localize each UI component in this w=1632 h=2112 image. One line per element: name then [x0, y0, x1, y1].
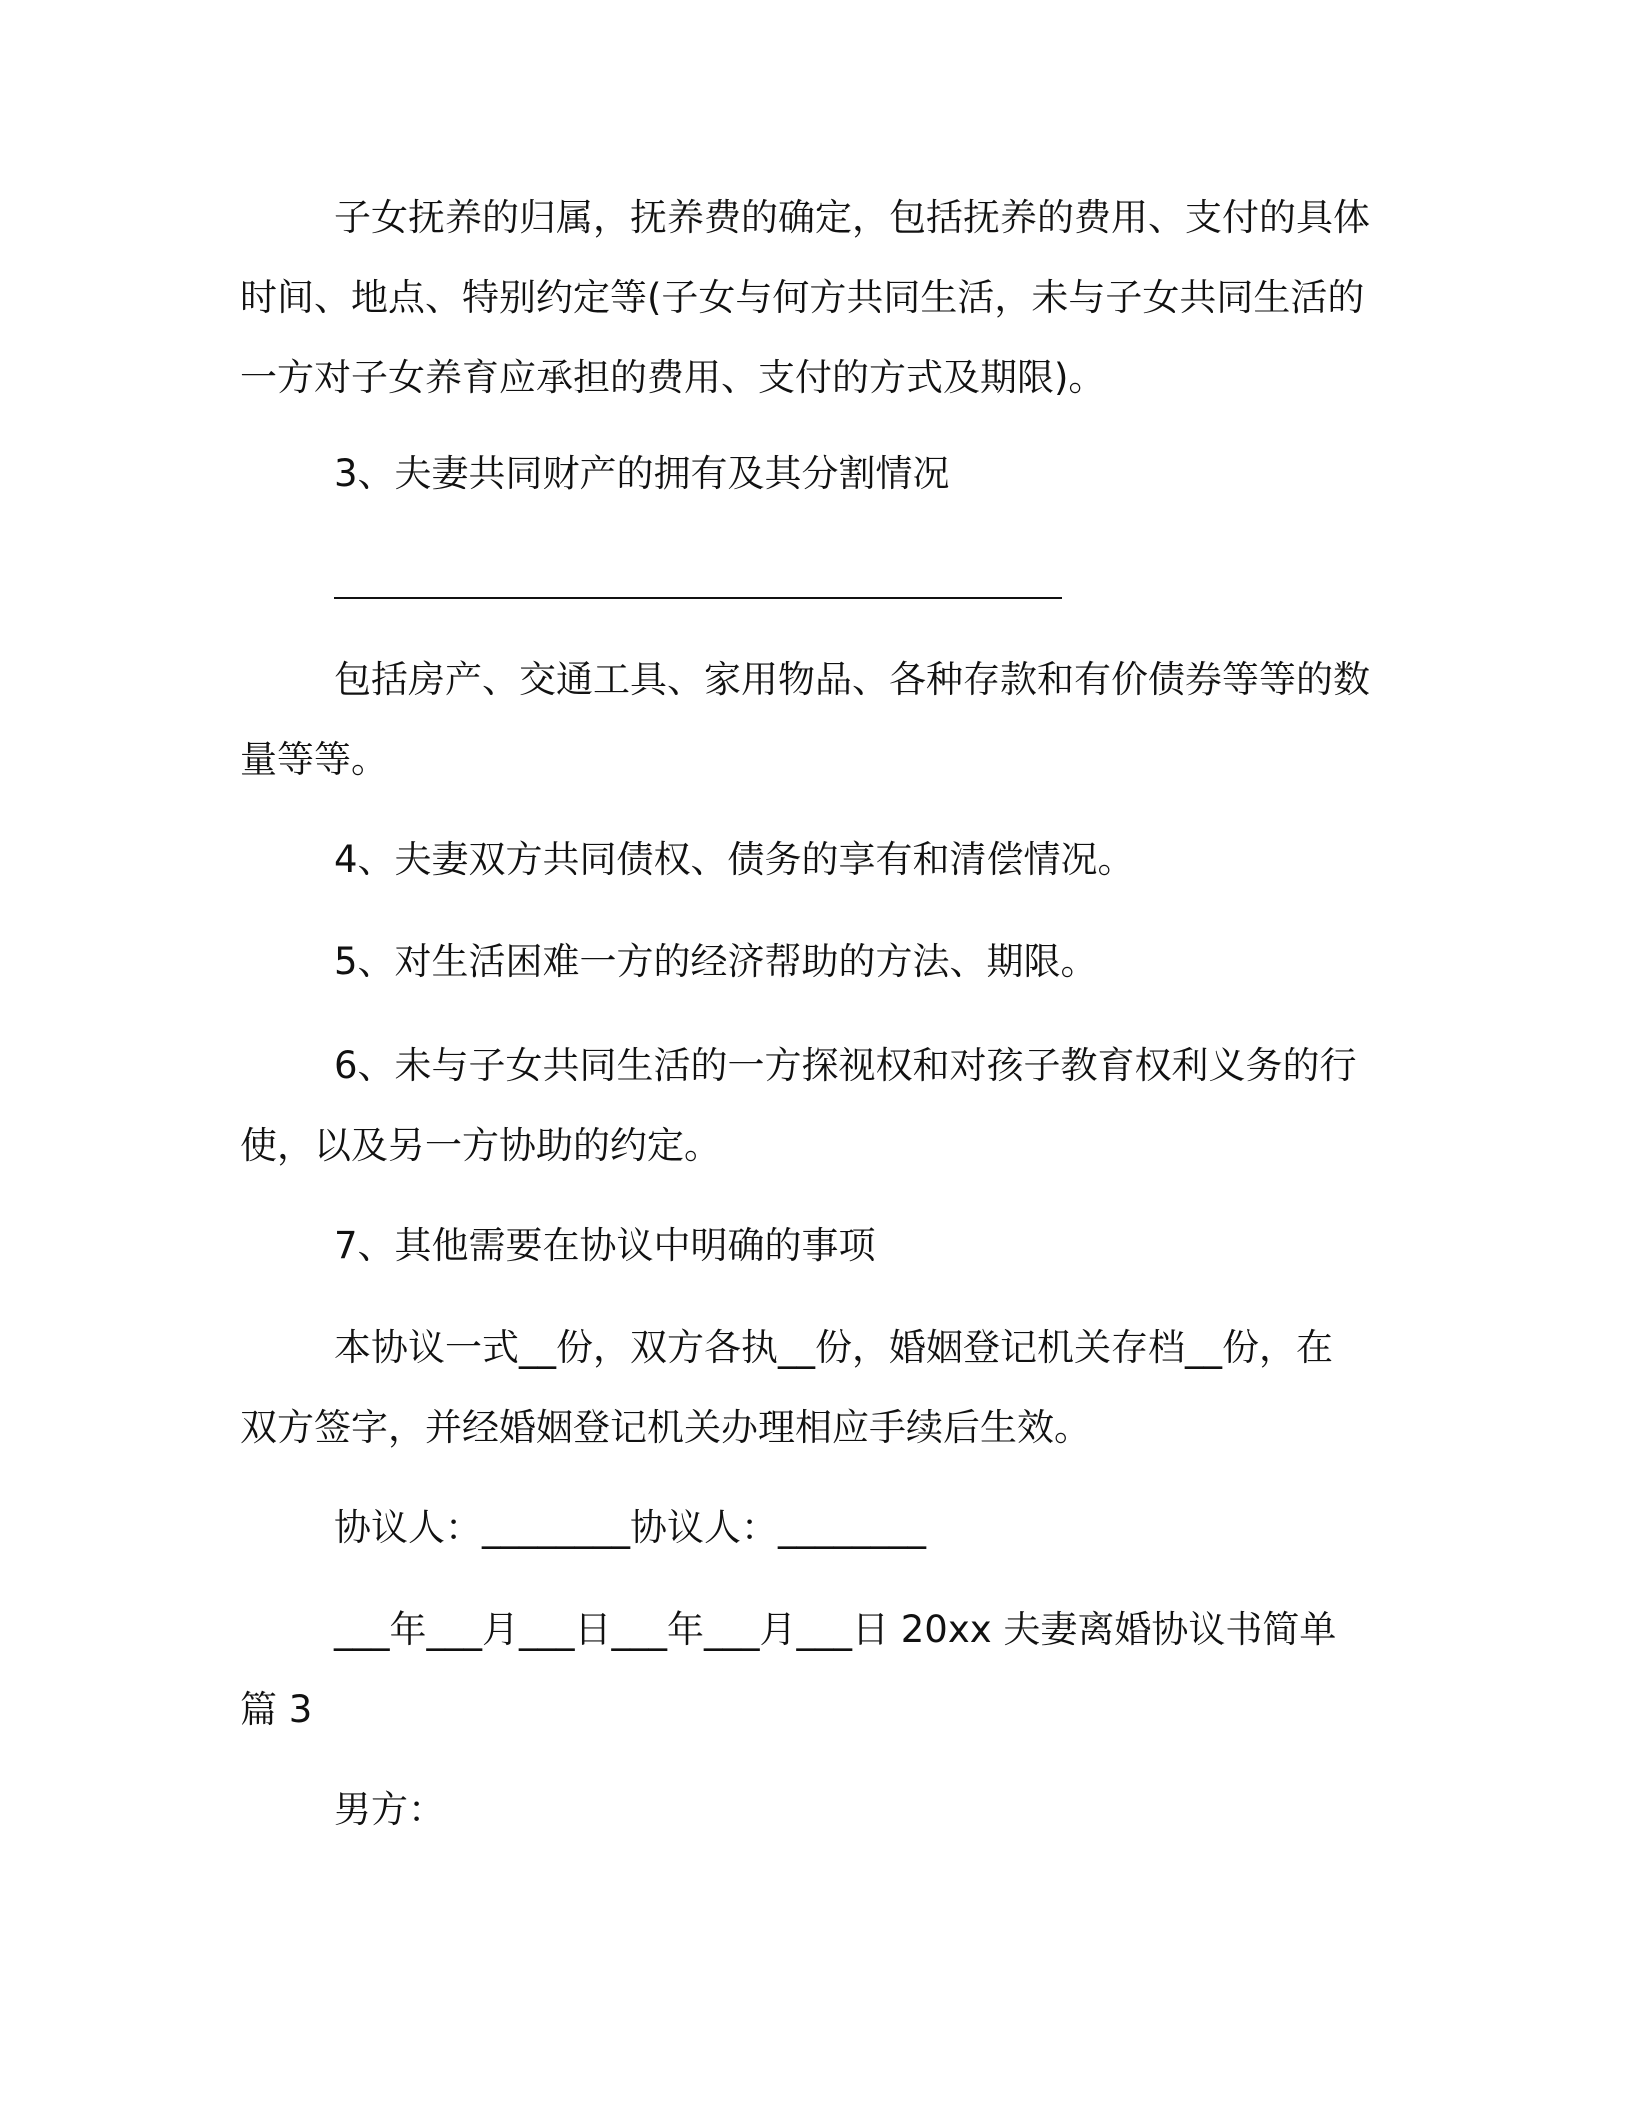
paragraph-male-party: [240, 1770, 1380, 1850]
text-line: 3、夫妻共同财产的拥有及其分割情况: [334, 452, 950, 495]
text-line: 双方签字，并经婚姻登记机关办理相应手续后生效。: [240, 1406, 1091, 1449]
paragraph-item-4: [240, 820, 1380, 900]
paragraph-item-5: [240, 922, 1380, 1002]
paragraph-signatories: [240, 1488, 1380, 1568]
paragraph-copies-clause: [240, 1308, 1380, 1468]
text-line: 5、对生活困难一方的经济帮助的方法、期限。: [334, 940, 1098, 983]
text-line: 男方：: [334, 1788, 445, 1831]
text-line: 时间、地点、特别约定等(子女与何方共同生活，未与子女共同生活的: [240, 276, 1365, 319]
blank-fill-line: [334, 597, 1062, 599]
text-line: 本协议一式__份，双方各执__份，婚姻登记机关存档__份，在: [334, 1326, 1333, 1369]
paragraph-dates-and-title: [240, 1590, 1380, 1750]
text-line: 7、其他需要在协议中明确的事项: [334, 1224, 876, 1267]
paragraph-item-3: [240, 434, 1380, 514]
text-line: 一方对子女养育应承担的费用、支付的方式及期限)。: [240, 356, 1106, 399]
paragraph-property-details: [240, 640, 1380, 800]
paragraph-item-7: [240, 1206, 1380, 1286]
text-line: 子女抚养的归属，抚养费的确定，包括抚养的费用、支付的具体: [334, 196, 1370, 239]
text-line: 协议人：________协议人：________: [334, 1506, 926, 1549]
paragraph-item-6: [240, 1026, 1380, 1186]
text-line: ___年___月___日___年___月___日 20xx 夫妻离婚协议书简单: [334, 1608, 1337, 1651]
text-line: 6、未与子女共同生活的一方探视权和对孩子教育权利义务的行: [334, 1044, 1357, 1087]
text-line: 使，以及另一方协助的约定。: [240, 1124, 721, 1167]
text-line: 篇 3: [240, 1688, 313, 1731]
paragraph-child-custody: [240, 178, 1380, 418]
text-line: 包括房产、交通工具、家用物品、各种存款和有价债券等等的数: [334, 658, 1370, 701]
text-line: 4、夫妻双方共同债权、债务的享有和清偿情况。: [334, 838, 1135, 881]
text-line: 量等等。: [240, 738, 388, 781]
